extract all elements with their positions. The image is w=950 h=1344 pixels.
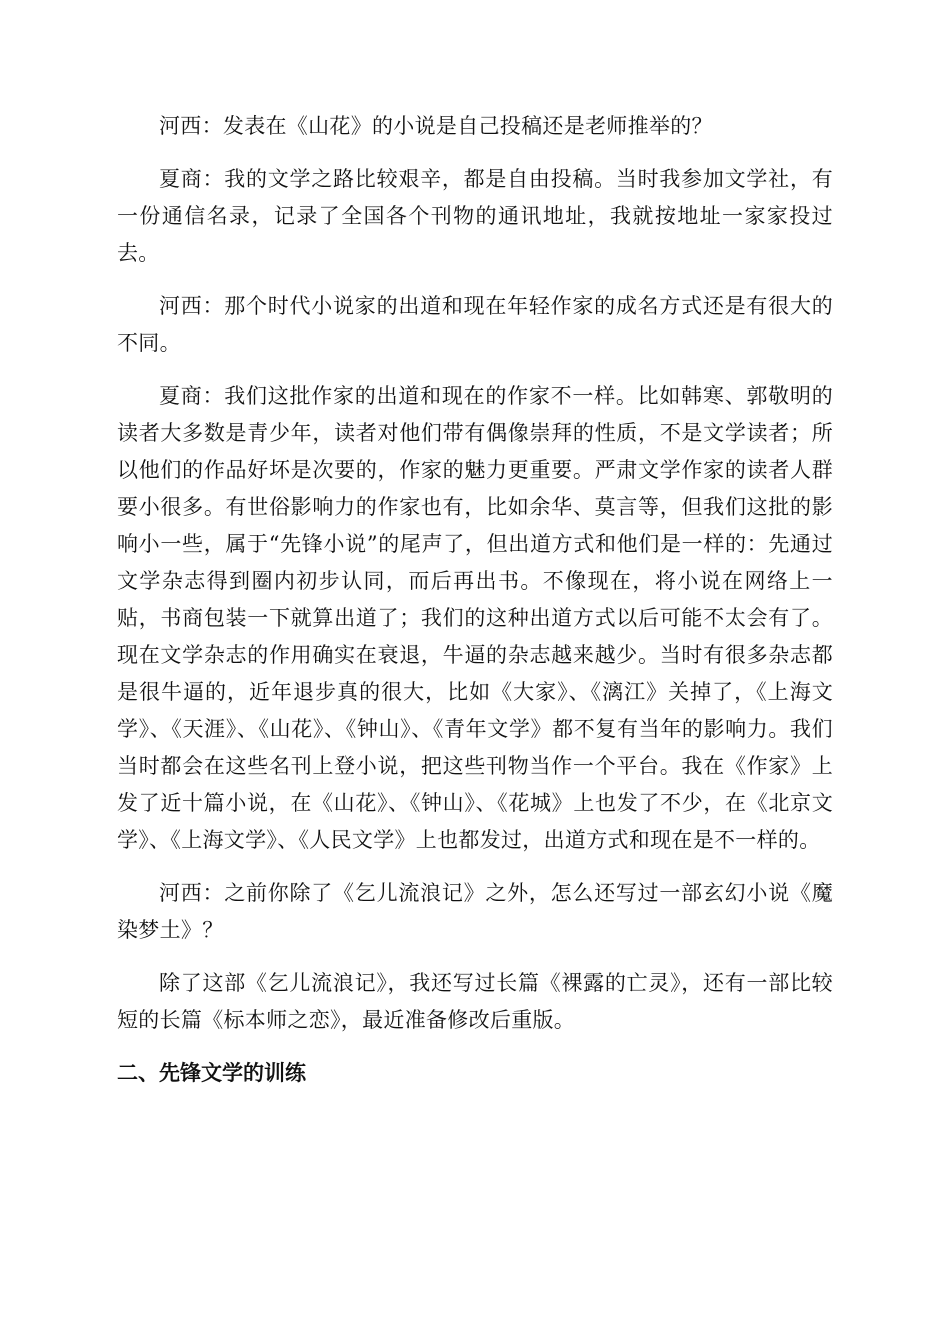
paragraph-question-debut: 河西：那个时代小说家的出道和现在年轻作家的成名方式还是有很大的不同。 — [117, 294, 833, 355]
document-page — [117, 108, 833, 1092]
paragraph-answer-submission: 夏商：我的文学之路比较艰辛，都是自由投稿。当时我参加文学社，有一份通信名录，记录了全国各个刊物的通讯地址，我就按地址一家家投过去。 — [117, 167, 833, 265]
section-heading: 二、先锋文学的训练 — [117, 1061, 306, 1085]
paragraph-question-fantasy: 河西：之前你除了《乞儿流浪记》之外，怎么还写过一部玄幻小说《魔染梦土》？ — [117, 881, 833, 942]
paragraph-answer-debut: 夏商：我们这批作家的出道和现在的作家不一样。比如韩寒、郭敬明的读者大多数是青少年，读者对他们带有偶像崇拜的性质，不是文学读者；所以他们的作品好坏是次要的，作家的魅力更重要。严肃文学作家的读者人群要小很多。有世俗影响力的作家也有，比如余华、莫言等，但我们这批的影响小一些，属于“先锋小说”的尾声了，但出道方式和他们是一样的：先通过文学杂志得到圈内初步认同，而后再出书。不像现在，将小说在网络上一贴，书商包装一下就算出道了；我们的这种出道方式以后可能不太会有了。现在文学杂志的作用确实在衰退，牛逼的杂志越来越少。当时有很多杂志都是很牛逼的，近年退步真的很大，比如《大家》、《漓江》关掉了，《上海文学》、《天涯》、《山花》、《钟山》、《青年文学》都不复有当年的影响力。我们当时都会在这些名刊上登小说，把这些刊物当作一个平台。我在《作家》上发了近十篇小说，在《山花》、《钟山》、《花城》上也发了不少，在《北京文学》、《上海文学》、《人民文学》上也都发过，出道方式和现在是不一样的。 — [117, 384, 833, 852]
paragraph-answer-novels: 除了这部《乞儿流浪记》，我还写过长篇《裸露的亡灵》，还有一部比较短的长篇《标本师之恋》，最近准备修改后重版。 — [117, 971, 833, 1032]
paragraph-question-shanhua: 河西：发表在《山花》的小说是自己投稿还是老师推举的？ — [159, 114, 713, 138]
